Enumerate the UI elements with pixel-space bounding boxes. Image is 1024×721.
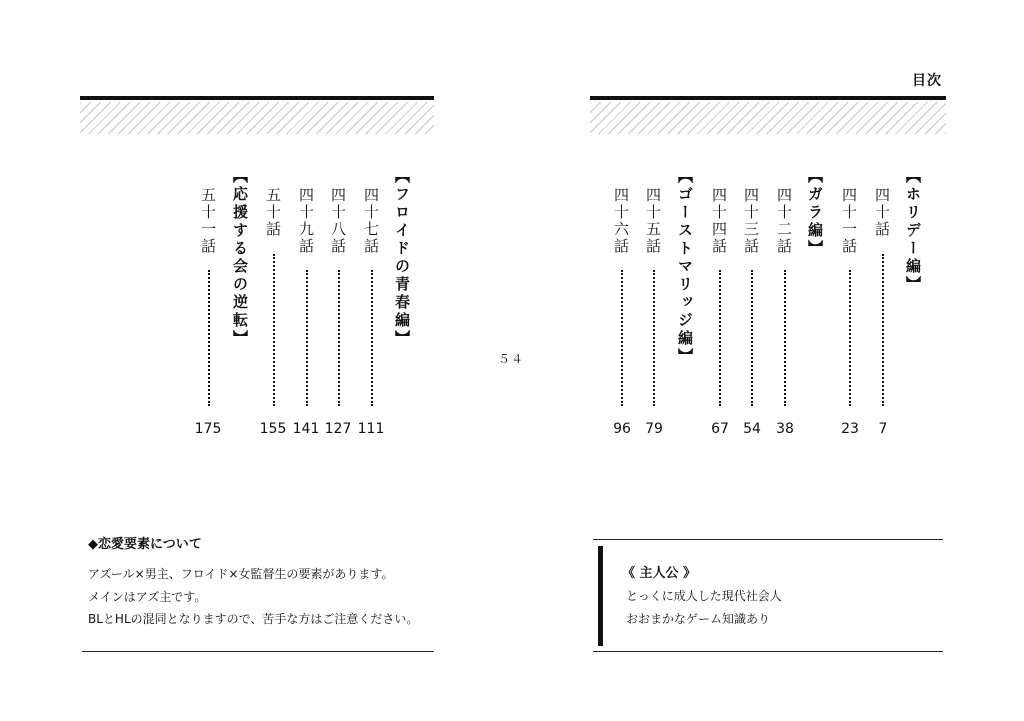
page-number: ５４ xyxy=(498,352,525,366)
toc-leader-40 xyxy=(882,254,884,406)
protagonist-accent-bar xyxy=(598,546,603,646)
romance-notes-title: ◆恋愛要素について xyxy=(88,537,202,552)
protagonist-title: 《 主人公 》 xyxy=(622,566,697,581)
toc-page-44: 67 xyxy=(711,421,729,437)
toc-page-42: 38 xyxy=(776,421,794,437)
toc-page-43: 54 xyxy=(743,421,761,437)
toc-leader-45 xyxy=(653,270,655,406)
toc-leader-46 xyxy=(621,270,623,406)
romance-notes-bottom-rule xyxy=(82,651,434,652)
toc-heading-floyd-youth: 【フロイドの青春編】 xyxy=(393,168,411,348)
toc-leader-43 xyxy=(751,270,753,406)
toc-page-49: 141 xyxy=(292,421,320,437)
toc-page-40: 7 xyxy=(878,421,888,437)
toc-heading-gala: 【ガラ編】 xyxy=(806,168,824,258)
toc-leader-48 xyxy=(338,270,340,406)
page-title: 目次 xyxy=(912,73,942,89)
toc-leader-44 xyxy=(719,270,721,406)
protagonist-box-bottom-rule xyxy=(593,651,943,652)
protagonist-line-2: おおまかなゲーム知識あり xyxy=(626,612,771,626)
toc-item-49: 四十九話 xyxy=(297,187,315,255)
toc-leader-42 xyxy=(784,270,786,406)
toc-page-45: 79 xyxy=(645,421,663,437)
toc-item-47: 四十七話 xyxy=(362,187,380,255)
toc-page-50: 155 xyxy=(259,421,287,437)
toc-leader-49 xyxy=(306,270,308,406)
toc-leader-51 xyxy=(208,270,210,406)
toc-item-50: 五十話 xyxy=(264,187,282,238)
toc-leader-47 xyxy=(371,270,373,406)
toc-item-46: 四十六話 xyxy=(612,187,630,255)
romance-note-line-3: BLとHLの混同となりますので、苦手な方はご注意ください。 xyxy=(88,612,419,626)
toc-item-48: 四十八話 xyxy=(329,187,347,255)
protagonist-box-top-rule xyxy=(593,539,943,540)
protagonist-line-1: とっくに成人した現代社会人 xyxy=(626,589,782,603)
toc-item-44: 四十四話 xyxy=(710,187,728,255)
romance-note-line-2: メインはアズ主です。 xyxy=(88,590,207,604)
toc-item-42: 四十二話 xyxy=(775,187,793,255)
toc-page-41: 23 xyxy=(841,421,859,437)
header-rule-right xyxy=(590,96,946,100)
toc-heading-holiday: 【ホリデー編】 xyxy=(904,168,922,294)
toc-item-41: 四十一話 xyxy=(840,187,858,255)
romance-note-line-1: アズール×男主、フロイド×女監督生の要素があります。 xyxy=(88,567,394,581)
toc-item-51: 五十一話 xyxy=(199,187,217,255)
toc-leader-50 xyxy=(273,254,275,406)
toc-heading-support-club: 【応援する会の逆転】 xyxy=(231,168,249,348)
header-hatch-left xyxy=(80,102,434,134)
toc-page-48: 127 xyxy=(324,421,352,437)
toc-page-47: 111 xyxy=(357,421,385,437)
toc-page-46: 96 xyxy=(613,421,631,437)
header-rule-left xyxy=(80,96,434,100)
toc-page-51: 175 xyxy=(194,421,222,437)
toc-leader-41 xyxy=(849,270,851,406)
header-hatch-right xyxy=(590,102,946,134)
toc-item-43: 四十三話 xyxy=(742,187,760,255)
toc-item-45: 四十五話 xyxy=(644,187,662,255)
toc-item-40: 四十話 xyxy=(873,187,891,238)
toc-heading-ghost-marriage: 【ゴーストマリッジ編】 xyxy=(676,168,694,366)
